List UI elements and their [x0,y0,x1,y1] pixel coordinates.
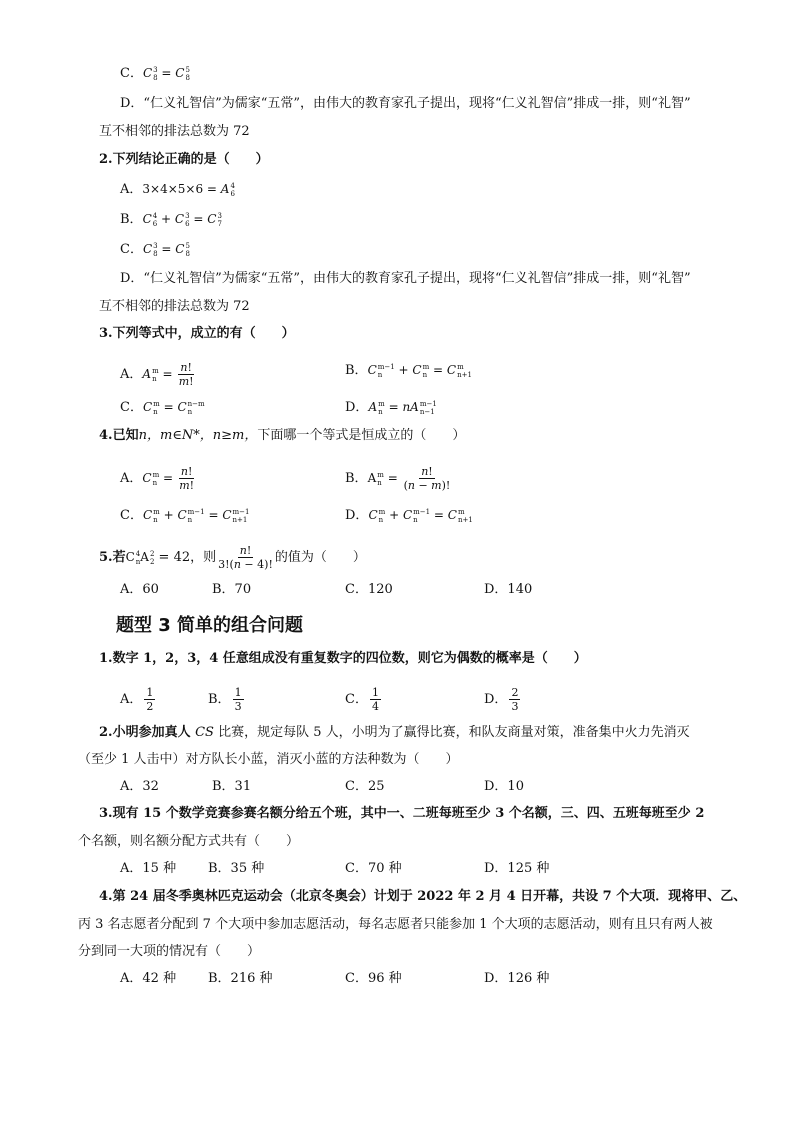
q3-option-a: A．A m n = $\frac{n!}{m!}$ [120,361,194,388]
s2-option-a: A．32 [120,779,159,794]
q3-option-c: C．C m n = C n−m n [120,399,205,416]
s4-stem-continued-1: 丙 3 名志愿者分配到 7 个大项中参加志愿活动，每名志愿者只能参加 1 个大项的志愿活动，则有且只有两人被 [78,917,713,932]
section-title: 题型 3 简单的组合问题 [116,615,304,636]
s1-option-c: C． $\frac{1}{4}$ [345,686,379,713]
q5-option-a: A．60 [120,582,159,597]
q2-option-a: A．3×4×5×6 = A 4 6 [120,181,235,198]
s3-option-a: A．15 种 [120,861,177,876]
q5-option-b: B．70 [212,582,252,597]
s3-option-d: D．125 种 [484,861,550,876]
s4-stem-continued-2: 分到同一大项的情况有（ ） [78,944,261,959]
q3-stem: 3.下列等式中，成立的有（ ） [99,326,295,341]
q4-option-a: A．C m n = $\frac{n!}{m!}$ [120,465,195,492]
q2-stem: 2.下列结论正确的是（ ） [99,152,269,167]
s1-stem: 1.数字 1，2，3，4 任意组成没有重复数字的四位数，则它为偶数的概率是（ ） [99,651,587,666]
q1-option-c: C．C 3 8 = C 5 8 [120,65,190,82]
s1-option-b: B． $\frac{1}{3}$ [208,686,242,713]
q2-option-d: D．“仁义礼智信”为儒家“五常”，由伟大的教育家孔子提出，现将“仁义礼智信”排成一排，则“礼智” [120,271,691,286]
q5-stem: 5.若C 4 n A 2 2 = 42，则 $\frac{n!}{3!(n - 4)!}$ 的值为（ ） [99,544,366,571]
q5-option-c: C．120 [345,582,393,597]
s2-option-b: B．31 [212,779,252,794]
s2-option-c: C．25 [345,779,385,794]
q2-option-d-continued: 互不相邻的排法总数为 72 [99,299,250,314]
q1-option-d: D．“仁义礼智信”为儒家“五常”，由伟大的教育家孔子提出，现将“仁义礼智信”排成一排，则“礼智” [120,96,691,111]
s4-option-b: B．216 种 [208,971,273,986]
q4-option-d: D．C m n + C m−1 n = C m n+1 [345,507,473,524]
q1-option-d-continued: 互不相邻的排法总数为 72 [99,124,250,139]
q4-option-b: B．A m n = $\frac{n!}{(n - m)!}$ [345,465,451,492]
q2-option-b: B．C 4 6 + C 3 6 = C 3 7 [120,211,222,228]
s4-stem: 4.第 24 届冬季奥林匹克运动会（北京冬奥会）计划于 2022 年 2 月 4 日开幕，共设 7 个大项．现将甲、乙、 [99,889,747,904]
s1-option-a: A． $\frac{1}{2}$ [120,686,154,713]
s1-option-d: D． $\frac{2}{3}$ [484,686,519,713]
s2-stem-continued: （至少 1 人击中）对方队长小蓝，消灭小蓝的方法种数为（ ） [78,752,459,767]
s3-stem: 3.现有 15 个数学竞赛参赛名额分给五个班，其中一、二班每班至少 3 个名额，三、四、五班每班至少 2 [99,806,705,821]
q3-option-b: B．C m−1 n + C m n = C m n+1 [345,362,472,379]
q1-option-c-formula: C 3 8 = C 5 8 [142,65,190,82]
q2-option-c: C．C 3 8 = C 5 8 [120,241,190,258]
q3-option-d: D．A m n = nA m−1 n−1 [345,399,437,416]
s4-option-c: C．96 种 [345,971,402,986]
s3-stem-continued: 个名额，则名额分配方式共有（ ） [78,834,300,849]
s4-option-d: D．126 种 [484,971,550,986]
q4-option-c: C．C m n + C m−1 n = C m−1 n+1 [120,507,250,524]
s2-stem: 2.小明参加真人 CS 比赛，规定每队 5 人，小明为了赢得比赛，和队友商量对策，准备集中火力先消灭 [99,725,690,740]
s4-option-a: A．42 种 [120,971,177,986]
s3-option-c: C．70 种 [345,861,402,876]
q4-stem: 4.已知n，m∈N*，n≥m，下面哪一个等式是恒成立的（ ） [99,428,466,443]
s3-option-b: B．35 种 [208,861,265,876]
s2-option-d: D．10 [484,779,524,794]
q5-option-d: D．140 [484,582,533,597]
